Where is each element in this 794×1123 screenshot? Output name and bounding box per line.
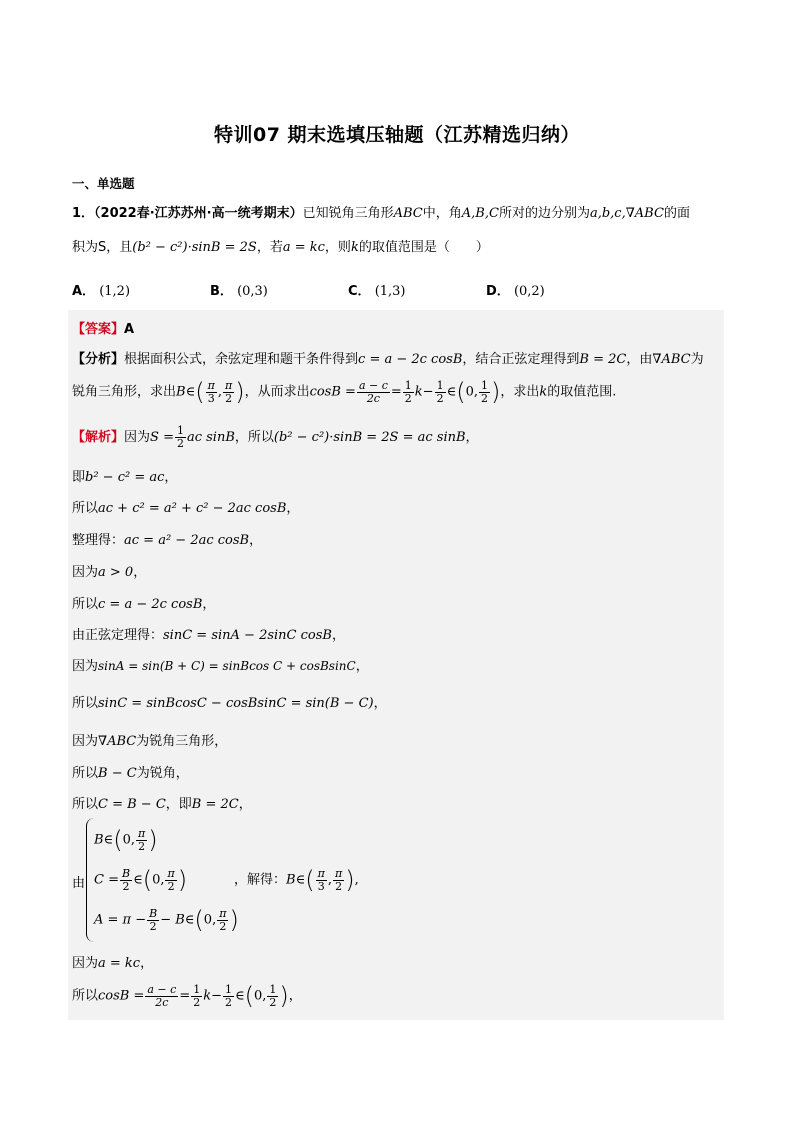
solution-text: 所以	[72, 988, 99, 1004]
fraction: $\frac{\pi}{2}$	[137, 826, 146, 853]
math-triangle: ∇ABC	[98, 734, 137, 749]
fraction: $\frac{B}{2}$	[149, 906, 158, 933]
solution-text: 因为	[72, 565, 99, 580]
answer-value: A	[124, 322, 135, 337]
question-text: ，若	[256, 240, 283, 255]
option-letter: C．	[348, 284, 371, 299]
answer-line	[72, 318, 134, 337]
solution-text: ，所以	[234, 430, 274, 445]
math-expression: sinC = sinBcosC − cosBsinC = sin(B − C)	[98, 696, 374, 711]
option-value: (1,3)	[374, 284, 406, 299]
fraction: $\frac{a - c}{2c}$	[147, 982, 177, 1009]
math-expression: (b² − c²)·sinB = 2S = ac sinB	[273, 430, 466, 445]
solution-line-8	[72, 655, 369, 674]
system-row-b: B∈(0, $\frac{\pi}{2}$ )	[94, 826, 158, 854]
question-text: ，则	[324, 240, 351, 255]
solution-line-3	[72, 497, 299, 516]
option-a[interactable]	[72, 280, 130, 299]
math-expression: S =	[150, 430, 174, 445]
solution-text: ，	[465, 430, 479, 445]
option-value: (1,2)	[99, 284, 131, 299]
solution-line-6	[72, 593, 215, 612]
fraction: $\frac{\pi}{2}$	[224, 378, 233, 405]
solution-text: ，即	[165, 797, 192, 812]
system-row-a: A = π − $\frac{B}{2}$ − B∈(0, $\frac{\pi}{2}$ )	[94, 906, 239, 934]
analysis-line-2: 锐角三角形，求出B∈( $\frac{\pi}{3}$ , $\frac{\pi}{2}$ )，从而求出cosB = $\frac{a - c}{2c}$ = $\frac{1}{2}$ k− $\frac{1}{2}$ ∈(0, $\frac{1}{2}$ )，求出k的取值范围.	[72, 378, 617, 406]
math-expression: c = a − 2c cosB	[358, 352, 463, 367]
math-expression: B∈	[286, 872, 306, 888]
solution-line-2	[72, 466, 177, 485]
math-expression: a = kc	[282, 240, 325, 255]
math-expression: ac = a² − 2ac cosB	[124, 533, 250, 548]
analysis-text: ，结合正弦定理得到	[462, 352, 580, 367]
section-heading: 一、单选题	[72, 176, 135, 191]
solution-line-4	[72, 529, 262, 548]
answer-tag: 【答案】	[72, 322, 125, 337]
fraction: $\frac{1}{2}$	[480, 378, 488, 405]
fraction: $\frac{\pi}{3}$	[207, 378, 215, 405]
math-expression: A = π −	[94, 912, 147, 928]
system-result: ，解得：B∈( $\frac{\pi}{3}$ , $\frac{\pi}{2}$ ),	[234, 866, 359, 894]
question-text: 中，角	[422, 206, 462, 221]
math-expression: B∈	[94, 832, 114, 848]
solution-text: 因为	[124, 430, 151, 445]
question-text: 所对的边分别为	[498, 206, 590, 221]
option-letter: D．	[486, 284, 510, 299]
fraction: $\frac{\pi}{2}$	[167, 866, 175, 893]
question-line-1: 1．（2022春·江苏苏州·高一统考期末）已知锐角三角形ABC中，角A,B,C所对的边分别为a,b,c,∇ABC的面	[72, 206, 690, 221]
solution-text: 为锐角，	[136, 766, 189, 781]
solution-text: 所以	[72, 797, 99, 812]
fraction: $\frac{B}{2}$	[121, 866, 131, 893]
solution-text: 整理得：	[72, 533, 125, 548]
math-expression: B∈	[176, 384, 196, 400]
fraction: $\frac{1}{2}$	[193, 982, 201, 1009]
option-letter: A．	[72, 284, 96, 299]
math-expression: C =	[94, 872, 119, 888]
solution-text: 为锐角三角形，	[136, 734, 228, 749]
page-title: 特训07 期末选填压轴题（江苏精选归纳）	[213, 124, 581, 146]
question-text: 积为S，且	[72, 240, 133, 255]
question-source: （2022春·江苏苏州·高一统考期末）	[94, 206, 303, 221]
math-angles: A,B,C	[461, 206, 499, 221]
solution-text: 即	[72, 470, 86, 485]
solution-line-14	[72, 952, 153, 971]
solution-text: 所以	[72, 501, 99, 516]
math-expression: a > 0	[98, 565, 134, 580]
fraction: $\frac{a - c}{2c}$	[358, 378, 388, 405]
fraction: $\frac{1}{2}$	[436, 378, 444, 405]
math-k: k	[350, 240, 359, 255]
math-expression: cosB =	[98, 988, 145, 1004]
system-prefix: 由	[72, 876, 86, 891]
math-expression: a = kc	[98, 956, 141, 971]
solution-text: ，	[288, 988, 302, 1004]
solution-text: ，解得：	[234, 872, 287, 888]
solution-tag: 【解析】	[72, 430, 125, 445]
option-value: (0,2)	[513, 284, 545, 299]
fraction: $\frac{\pi}{2}$	[334, 866, 343, 893]
math-expression: (b² − c²)·sinB = 2S	[132, 240, 257, 255]
solution-text: ，	[133, 565, 147, 580]
option-letter: B．	[210, 284, 233, 299]
solution-text: 由正弦定理得：	[72, 628, 164, 643]
solution-line-11	[72, 762, 189, 781]
question-line-2	[72, 236, 489, 255]
question-text: 的面	[663, 206, 690, 221]
math-expression: B − C	[98, 766, 137, 781]
analysis-text: ，从而求出	[244, 384, 310, 400]
solution-text: 所以	[72, 766, 99, 781]
solution-text: ，	[331, 628, 345, 643]
system-row-c: C = $\frac{B}{2}$ ∈(0, $\frac{\pi}{2}$ )	[94, 866, 188, 894]
answer-options	[72, 280, 672, 300]
option-c[interactable]	[348, 280, 406, 299]
math-expression: c = a − 2c cosB	[98, 597, 203, 612]
solution-text: 因为	[72, 734, 99, 749]
analysis-line-1	[72, 348, 704, 367]
option-b[interactable]	[210, 280, 268, 299]
math-expression: C = B − C	[98, 797, 166, 812]
solution-text: ，	[164, 470, 178, 485]
math-triangle: ∇ABC	[652, 352, 691, 367]
solution-text: ，	[140, 956, 154, 971]
analysis-text: 根据面积公式，余弦定理和题干条件得到	[124, 352, 359, 367]
solution-text: 因为	[72, 659, 99, 674]
solution-text: ，	[373, 696, 387, 711]
math-expression: B = 2C	[579, 352, 627, 367]
solution-line-10	[72, 730, 227, 749]
math-expression: B = 2C	[191, 797, 239, 812]
math-abc: ABC	[393, 206, 423, 221]
solution-text: 所以	[72, 696, 99, 711]
analysis-text: 锐角三角形，求出	[72, 384, 177, 400]
analysis-text: ，由	[626, 352, 653, 367]
solution-text: ，	[202, 597, 216, 612]
math-expression: b² − c² = ac	[85, 470, 165, 485]
solution-line-7	[72, 624, 345, 643]
math-expression: sinA = sin(B + C) = sinBcos C + cosBsinC	[98, 659, 356, 673]
question-text: 的取值范围是（ ）	[358, 240, 489, 255]
solution-line-5	[72, 561, 146, 580]
solution-line-9	[72, 692, 387, 711]
fraction: $\frac{1}{2}$	[404, 378, 412, 405]
math-expression: ac sinB	[186, 430, 235, 445]
solution-text: 所以	[72, 597, 99, 612]
solution-text: ，	[355, 659, 369, 674]
math-expression: ac + c² = a² + c² − 2ac cosB	[98, 501, 287, 516]
analysis-tag: 【分析】	[72, 352, 125, 367]
math-expression: sinC = sinA − 2sinC cosB	[163, 628, 332, 643]
fraction: $\frac{1}{2}$	[225, 982, 233, 1009]
solution-text: 因为	[72, 956, 99, 971]
fraction: $\frac{\pi}{3}$	[317, 866, 325, 893]
option-d[interactable]	[486, 280, 545, 299]
option-value: (0,3)	[237, 284, 268, 299]
fraction: $\frac{\pi}{2}$	[219, 906, 227, 933]
solution-text: ，	[286, 501, 300, 516]
math-expression: cosB =	[309, 384, 356, 400]
fraction: $\frac{1}{2}$	[269, 982, 277, 1009]
analysis-text: 的取值范围.	[547, 384, 617, 400]
solution-line-1	[72, 425, 479, 450]
solution-text: ，	[249, 533, 263, 548]
question-text: 已知锐角三角形	[302, 206, 394, 221]
math-triangle: ∇ABC	[625, 206, 664, 221]
analysis-text: ，求出	[500, 384, 540, 400]
fraction: $\frac{1}{2}$	[176, 424, 184, 450]
solution-text: ，	[238, 797, 252, 812]
solution-line-15: 所以cosB = $\frac{a - c}{2c}$ = $\frac{1}{2}$ k− $\frac{1}{2}$ ∈(0, $\frac{1}{2}$ )，	[72, 982, 302, 1010]
question-number: 1．	[72, 206, 95, 221]
math-sides: a,b,c	[589, 206, 622, 221]
solution-line-12	[72, 793, 252, 812]
analysis-text: 为	[690, 352, 704, 367]
